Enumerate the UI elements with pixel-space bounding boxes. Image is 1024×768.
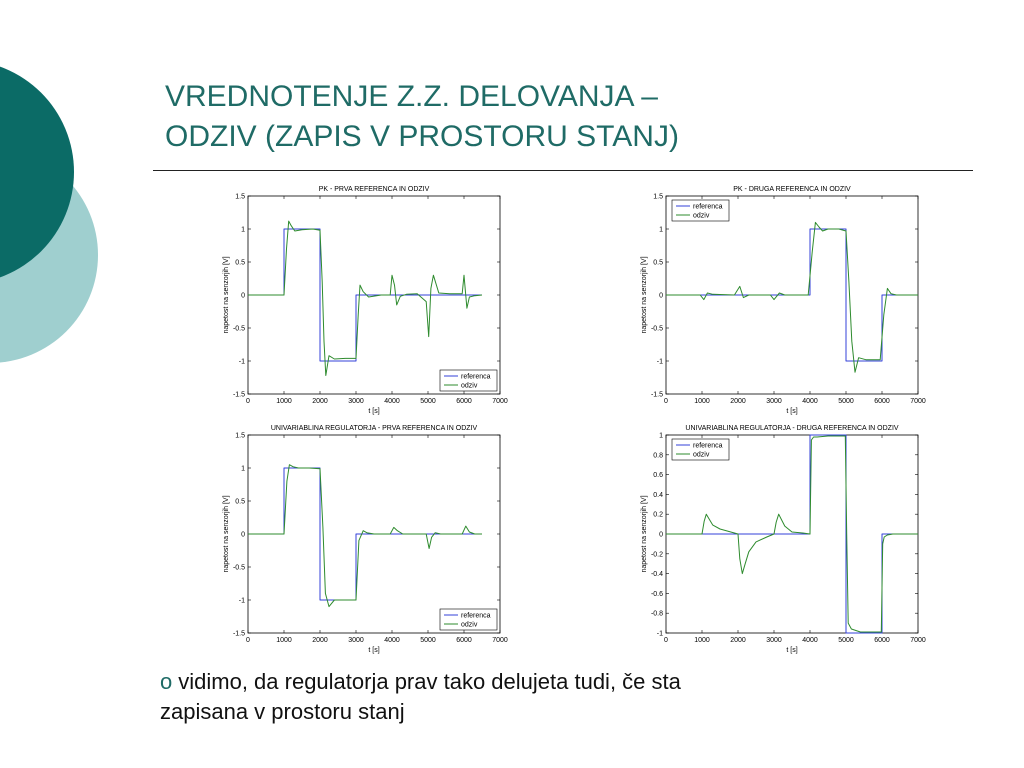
y-tick-label: 1.5 — [653, 193, 663, 201]
y-tick-label: 0 — [241, 531, 245, 539]
x-tick-label: 5000 — [420, 398, 436, 405]
y-tick-label: -1.5 — [650, 391, 663, 399]
slide-title-line-2: ODZIV (ZAPIS V PROSTORU STANJ) — [165, 120, 679, 153]
y-tick-label: -0.5 — [650, 325, 663, 333]
x-axis-label: t [s] — [368, 647, 380, 654]
x-tick-label: 7000 — [492, 637, 508, 644]
x-axis-label: t [s] — [368, 408, 380, 415]
x-tick-label: 7000 — [492, 398, 508, 405]
x-tick-label: 5000 — [420, 637, 436, 644]
chart-2 — [641, 186, 926, 415]
x-tick-label: 6000 — [874, 637, 890, 644]
bullet-line-2: zapisana v prostoru stanj — [160, 699, 405, 724]
x-tick-label: 7000 — [910, 637, 926, 644]
y-tick-label: -1 — [656, 630, 663, 638]
chart-title: UNIVARIABLINA REGULATORJA - PRVA REFERENCA IN ODZIV — [270, 425, 478, 432]
x-tick-label: 3000 — [348, 637, 364, 644]
legend-entry: referenca — [461, 612, 491, 620]
x-tick-label: 4000 — [802, 398, 818, 405]
y-tick-label: -0.5 — [232, 564, 245, 572]
x-tick-label: 2000 — [312, 637, 328, 644]
y-tick-label: 1 — [659, 432, 663, 440]
y-tick-label: 0 — [659, 531, 663, 539]
y-tick-label: -1 — [238, 597, 245, 605]
legend-entry: odziv — [461, 621, 478, 629]
bullet-marker: o — [160, 669, 173, 694]
y-tick-label: -1 — [656, 358, 663, 366]
y-tick-label: 0.2 — [653, 511, 663, 519]
y-tick-label: 0.5 — [235, 259, 245, 267]
y-tick-label: -1.5 — [232, 630, 245, 638]
x-tick-label: 6000 — [456, 398, 472, 405]
y-tick-label: -0.2 — [650, 551, 663, 559]
legend-entry: referenca — [461, 373, 491, 381]
y-tick-label: -1.5 — [232, 391, 245, 399]
x-tick-label: 2000 — [730, 398, 746, 405]
y-tick-label: 0.5 — [235, 498, 245, 506]
x-tick-label: 2000 — [730, 637, 746, 644]
x-tick-label: 0 — [246, 637, 250, 644]
y-tick-label: -1 — [238, 358, 245, 366]
x-tick-label: 5000 — [838, 398, 854, 405]
chart-title: UNIVARIABLINA REGULATORJA - DRUGA REFERENCA IN ODZIV — [685, 425, 899, 432]
y-tick-label: 1 — [659, 226, 663, 234]
y-tick-label: 1.5 — [235, 193, 245, 201]
legend-entry: odziv — [693, 451, 710, 459]
legend-entry: referenca — [693, 203, 723, 211]
y-tick-label: 1 — [241, 465, 245, 473]
bullet-text — [160, 667, 920, 727]
y-tick-label: 1 — [241, 226, 245, 234]
y-tick-label: 1.5 — [235, 432, 245, 440]
x-tick-label: 1000 — [694, 398, 710, 405]
x-tick-label: 7000 — [910, 398, 926, 405]
legend-entry: odziv — [693, 212, 710, 220]
y-tick-label: 0.5 — [653, 259, 663, 267]
x-tick-label: 6000 — [874, 398, 890, 405]
y-axis-label: napetost na senzorjih [V] — [223, 495, 230, 573]
x-tick-label: 5000 — [838, 637, 854, 644]
bullet-line-1: vidimo, da regulatorja prav tako delujeta tudi, če sta — [178, 669, 681, 694]
chart-4 — [641, 425, 926, 654]
y-tick-label: -0.8 — [650, 610, 663, 618]
legend-entry: odziv — [461, 382, 478, 390]
x-tick-label: 4000 — [802, 637, 818, 644]
y-axis-label: napetost na senzorjih [V] — [223, 256, 230, 334]
x-tick-label: 4000 — [384, 398, 400, 405]
x-tick-label: 1000 — [276, 637, 292, 644]
x-axis-label: t [s] — [786, 647, 798, 654]
x-tick-label: 3000 — [766, 398, 782, 405]
legend-entry: referenca — [693, 442, 723, 450]
y-tick-label: -0.4 — [650, 571, 663, 579]
x-tick-label: 3000 — [348, 398, 364, 405]
y-tick-label: 0 — [659, 292, 663, 300]
y-tick-label: 0.8 — [653, 452, 663, 460]
y-tick-label: 0 — [241, 292, 245, 300]
slide-title-line-1: VREDNOTENJE Z.Z. DELOVANJA – — [165, 80, 658, 113]
x-tick-label: 1000 — [276, 398, 292, 405]
y-tick-label: 0.6 — [653, 472, 663, 480]
y-axis-label: napetost na senzorjih [V] — [641, 256, 648, 334]
y-tick-label: 0.4 — [653, 491, 663, 499]
x-tick-label: 1000 — [694, 637, 710, 644]
x-tick-label: 4000 — [384, 637, 400, 644]
y-axis-label: napetost na senzorjih [V] — [641, 495, 648, 573]
x-tick-label: 2000 — [312, 398, 328, 405]
chart-3 — [223, 425, 508, 654]
chart-title: PK - PRVA REFERENCA IN ODZIV — [318, 186, 430, 193]
x-tick-label: 6000 — [456, 637, 472, 644]
x-tick-label: 0 — [664, 398, 668, 405]
chart-title: PK - DRUGA REFERENCA IN ODZIV — [733, 186, 851, 193]
x-axis-label: t [s] — [786, 408, 798, 415]
y-tick-label: -0.5 — [232, 325, 245, 333]
chart-1 — [223, 186, 508, 415]
x-tick-label: 0 — [246, 398, 250, 405]
x-tick-label: 3000 — [766, 637, 782, 644]
x-tick-label: 0 — [664, 637, 668, 644]
y-tick-label: -0.6 — [650, 590, 663, 598]
